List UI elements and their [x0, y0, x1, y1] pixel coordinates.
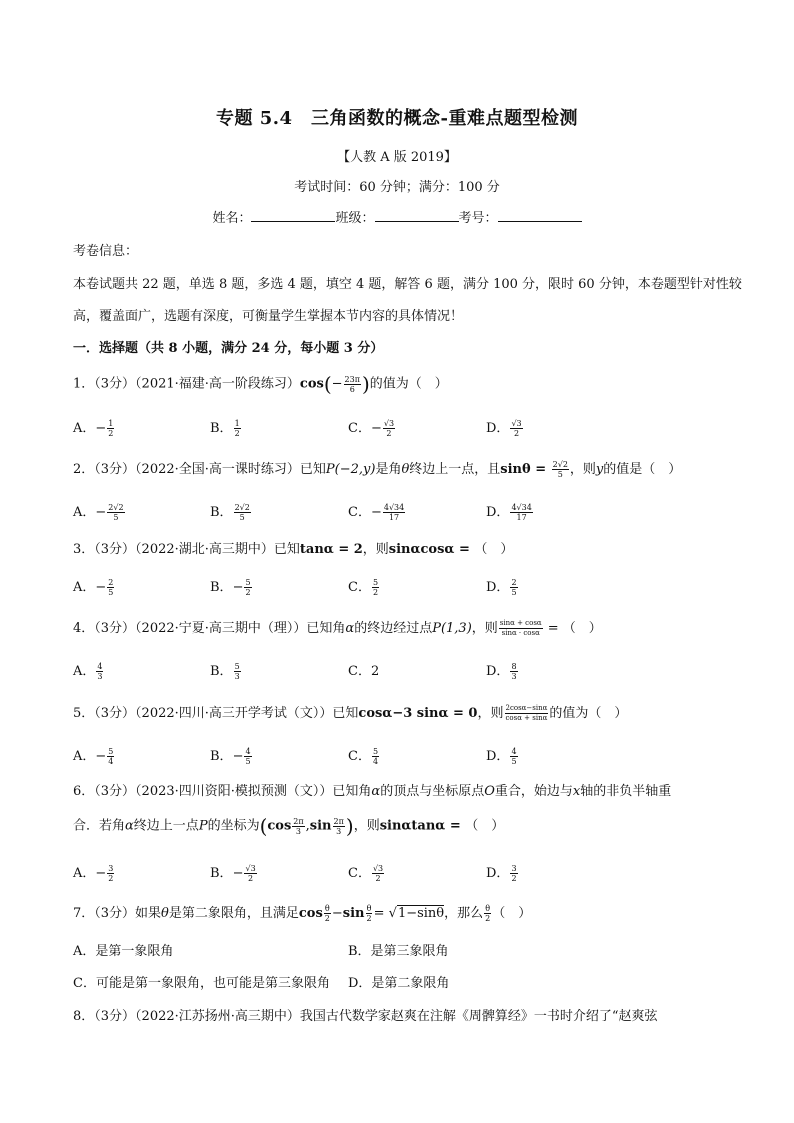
info-line-1: 本卷试题共 22 题，单选 8 题，多选 4 题，填空 4 题，解答 6 题，满分 100 分，限时 60 分钟，本卷题型针对性较 — [73, 277, 742, 292]
edition-label: 【人教 A 版 2019】 — [337, 150, 457, 165]
id-label: 考号： — [458, 211, 498, 226]
question-7: 7．（3分）如果θ是第二象限角，且满足cos $\frac{\theta}{2}$ −sin $\frac{\theta}{2}$ = √1−sinθ，那么 $\frac{\theta}{2}$ （ ） — [73, 904, 532, 923]
question-3: 3．（3分）（2022·湖北·高三期中）已知tanα = 2，则sinαcosα = （ ） — [73, 542, 514, 557]
question-6-line-2: 合．若角α终边上一点P的坐标为(cos $\frac{2\pi}{3}$ ,sin $\frac{2\pi}{3}$ )，则sinαtanα = （ ） — [73, 814, 505, 838]
class-blank — [375, 208, 459, 222]
q4-fraction: $\frac{\sin\alpha + \cos\alpha}{\sin\alpha \cdot \cos\alpha}$ — [499, 619, 542, 637]
question-1: 1．（3分）（2021·福建·高一阶段练习）cos(− $\frac{23\pi}{6}$ )的值为（ ） — [73, 372, 448, 396]
q1-option-c: C．− $\frac{√3}{2}$ — [348, 419, 395, 438]
q2-option-a: A．− $\frac{2√2}{5}$ — [73, 503, 124, 522]
q5-option-b: B．− $\frac{4}{5}$ — [210, 747, 251, 766]
q4-option-c: C．2 — [348, 664, 380, 679]
q3-option-a: A．− $\frac{2}{5}$ — [73, 578, 114, 597]
name-label: 姓名： — [212, 211, 252, 226]
q7-option-d: D．是第二象限角 — [348, 976, 450, 991]
q1-fraction: $\frac{23\pi}{6}$ — [344, 374, 360, 394]
section-heading: 一．选择题（共 8 小题，满分 24 分，每小题 3 分） — [73, 341, 384, 356]
q1-option-b: B． $\frac{1}{2}$ — [210, 419, 240, 438]
name-blank — [251, 208, 335, 222]
q1-option-a: A．− $\frac{1}{2}$ — [73, 419, 114, 438]
question-2: 2．（3分）（2022·全国·高一课时练习）已知P(−2,y)是角θ终边上一点，且sinθ = $\frac{2√2}{5}$ ，则y的值是（ ） — [73, 460, 682, 479]
q5-option-d: D． $\frac{4}{5}$ — [486, 747, 517, 766]
question-8: 8．（3分）（2022·江苏扬州·高三期中）我国古代数学家赵爽在注解《周髀算经》一书时介绍了“赵爽弦 — [73, 1009, 658, 1024]
q1-prefix: 1．（3分）（2021·福建·高一阶段练习） — [73, 376, 300, 392]
q5-option-a: A．− $\frac{5}{4}$ — [73, 747, 114, 766]
id-blank — [498, 208, 582, 222]
q6-option-c: C． $\frac{√3}{2}$ — [348, 864, 384, 883]
q5-option-c: C． $\frac{5}{4}$ — [348, 747, 379, 766]
q2-fraction: $\frac{2√2}{5}$ — [552, 460, 568, 479]
q6-option-a: A．− $\frac{3}{2}$ — [73, 864, 114, 883]
q2-option-d: D． $\frac{4√34}{17}$ — [486, 503, 532, 522]
q3-option-b: B．− $\frac{5}{2}$ — [210, 578, 251, 597]
q7-option-b: B．是第三象限角 — [348, 944, 449, 959]
q1-suffix: 的值为（ ） — [369, 376, 448, 392]
info-label: 考卷信息： — [73, 244, 139, 259]
q3-option-d: D． $\frac{2}{5}$ — [486, 578, 517, 597]
q1-cos: cos — [299, 376, 324, 392]
question-6-line-1: 6．（3分）（2023·四川资阳·模拟预测（文））已知角α的顶点与坐标原点O重合，始边与x轴的非负半轴重 — [73, 784, 672, 799]
q3-option-c: C． $\frac{5}{2}$ — [348, 578, 379, 597]
q4-option-d: D． $\frac{8}{3}$ — [486, 662, 517, 681]
q4-option-b: B． $\frac{5}{3}$ — [210, 662, 240, 681]
exam-time: 考试时间：60 分钟；满分：100 分 — [294, 180, 500, 195]
class-label: 班级： — [335, 211, 375, 226]
q4-option-a: A． $\frac{4}{3}$ — [73, 662, 103, 681]
q6-option-b: B．− $\frac{√3}{2}$ — [210, 864, 256, 883]
info-line-2: 高，覆盖面广，选题有深度，可衡量学生掌握本节内容的具体情况！ — [73, 309, 464, 324]
q5-fraction: $\frac{2\cos\alpha-\sin\alpha}{\cos\alpha + \sin\alpha}$ — [505, 704, 548, 722]
q2-option-c: C．− $\frac{4√34}{17}$ — [348, 503, 405, 522]
q2-option-b: B． $\frac{2√2}{5}$ — [210, 503, 250, 522]
q6-option-d: D． $\frac{3}{2}$ — [486, 864, 517, 883]
question-5: 5．（3分）（2022·四川·高三开学考试（文））已知cosα−3 sinα = 0，则 $\frac{2\cos\alpha-\sin\alpha}{\cos\alpha + \sin\alpha}$ 的值为（ ） — [73, 704, 628, 722]
q7-option-a: A．是第一象限角 — [73, 944, 174, 959]
page-title: 专题 5.4 三角函数的概念-重难点题型检测 — [215, 108, 579, 129]
student-info-row — [0, 207, 794, 226]
question-4: 4．（3分）（2022·宁夏·高三期中（理））已知角α的终边经过点P(1,3)，则 $\frac{\sin\alpha + \cos\alpha}{\sin\alpha \cdot \cos\alpha}$ = （ ） — [73, 619, 602, 637]
q7-option-c: C．可能是第一象限角，也可能是第三象限角 — [73, 976, 330, 991]
q1-option-d: D． $\frac{√3}{2}$ — [486, 419, 522, 438]
